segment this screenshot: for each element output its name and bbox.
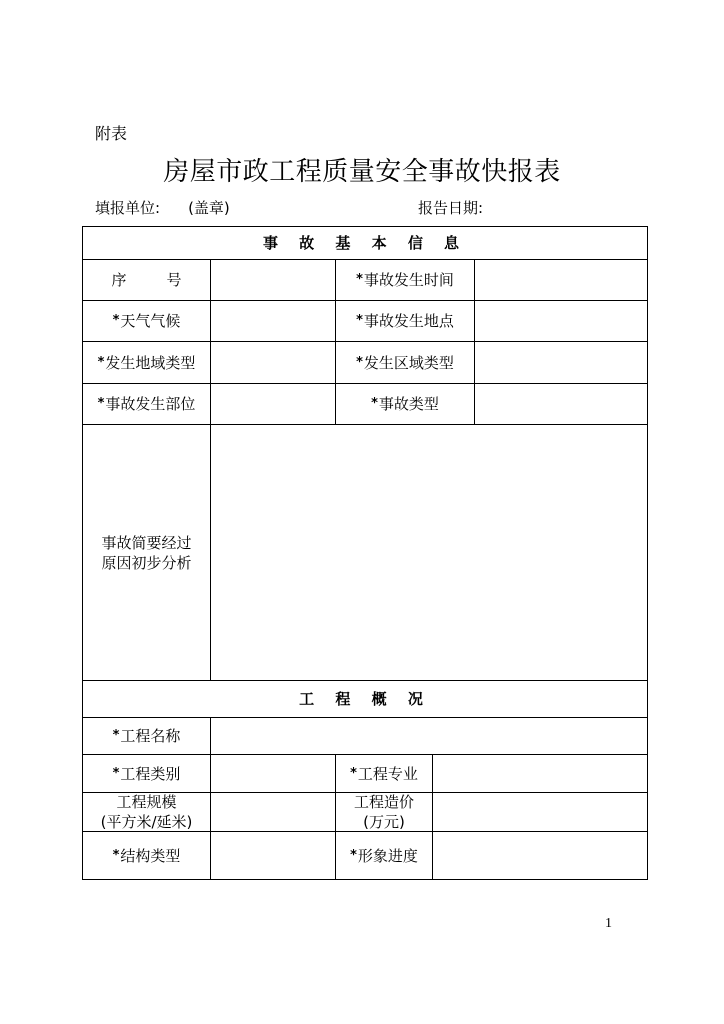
- required-marker-icon: *: [371, 396, 378, 411]
- project-specialty-label: [336, 755, 432, 792]
- project-overview-heading: 工 程 概 况: [299, 690, 431, 708]
- weather-field[interactable]: [211, 301, 335, 341]
- occur-part-label: [83, 384, 210, 424]
- required-marker-icon: *: [112, 728, 120, 743]
- accident-info-heading: 事 故 基 本 信 息: [262, 234, 468, 252]
- progress-text: 形象进度: [357, 846, 418, 865]
- project-cost-field[interactable]: [433, 793, 647, 831]
- summary-label-line2: 原因初步分析: [101, 553, 192, 572]
- project-scale-line1: 工程规模: [116, 793, 177, 811]
- structure-type-label: [83, 832, 210, 879]
- area-type-field[interactable]: [475, 342, 647, 383]
- required-marker-icon: *: [350, 847, 357, 863]
- progress-field[interactable]: [433, 832, 647, 879]
- appendix-label: 附表: [95, 124, 128, 143]
- weather-text: 天气气候: [120, 312, 181, 330]
- serial-label-part2: 号: [166, 271, 182, 289]
- accident-type-field[interactable]: [475, 384, 647, 424]
- occur-time-label: [336, 260, 474, 300]
- reporting-unit-label: 填报单位:: [95, 199, 161, 217]
- required-marker-icon: *: [97, 354, 105, 370]
- required-marker-icon: *: [112, 847, 120, 863]
- terrain-type-field[interactable]: [211, 342, 335, 383]
- accident-type-label: [336, 384, 474, 424]
- required-marker-icon: *: [356, 354, 363, 370]
- table-border-bottom: [82, 879, 648, 880]
- serial-number-label: [83, 260, 210, 300]
- seal-label: (盖章): [188, 199, 230, 217]
- weather-label: [83, 301, 210, 341]
- occur-time-field[interactable]: [475, 260, 647, 300]
- page-number: 1: [605, 916, 612, 931]
- form-title: 房屋市政工程质量安全事故快报表: [163, 157, 561, 187]
- occur-time-text: 事故发生时间: [363, 271, 454, 289]
- project-name-text: 工程名称: [120, 727, 181, 745]
- occur-part-field[interactable]: [211, 384, 335, 424]
- area-type-label: [336, 342, 474, 383]
- accident-type-text: 事故类型: [378, 395, 439, 413]
- project-name-field[interactable]: [211, 718, 647, 754]
- project-scale-label: [83, 793, 210, 831]
- area-type-text: 发生区域类型: [363, 353, 454, 372]
- reporting-unit-line: [95, 197, 230, 218]
- structure-type-text: 结构类型: [120, 846, 181, 865]
- required-marker-icon: *: [112, 765, 120, 781]
- report-date-label: 报告日期:: [418, 199, 484, 217]
- serial-label-part1: 序: [111, 271, 127, 289]
- serial-number-field[interactable]: [211, 260, 335, 300]
- required-marker-icon: *: [356, 313, 363, 328]
- occur-place-field[interactable]: [475, 301, 647, 341]
- project-specialty-field[interactable]: [433, 755, 647, 792]
- project-category-label: [83, 755, 210, 792]
- project-specialty-text: 工程专业: [357, 764, 418, 783]
- summary-field[interactable]: [211, 425, 647, 680]
- required-marker-icon: *: [356, 272, 363, 287]
- project-cost-line2: (万元): [363, 813, 405, 831]
- occur-place-label: [336, 301, 474, 341]
- project-category-field[interactable]: [211, 755, 335, 792]
- occur-part-text: 事故发生部位: [105, 395, 196, 413]
- project-scale-field[interactable]: [211, 793, 335, 831]
- project-name-label: [83, 718, 210, 754]
- project-cost-label: [336, 793, 432, 831]
- required-marker-icon: *: [112, 313, 120, 328]
- occur-place-text: 事故发生地点: [363, 312, 454, 330]
- project-category-text: 工程类别: [120, 764, 181, 783]
- terrain-type-label: [83, 342, 210, 383]
- required-marker-icon: *: [350, 765, 357, 781]
- summary-label-line1: 事故简要经过: [101, 533, 192, 552]
- structure-type-field[interactable]: [211, 832, 335, 879]
- table-border-right: [647, 226, 648, 880]
- project-cost-line1: 工程造价: [353, 793, 414, 811]
- terrain-type-text: 发生地域类型: [105, 353, 196, 372]
- summary-label: [83, 425, 210, 680]
- project-scale-line2: (平方米/延米): [100, 813, 193, 831]
- required-marker-icon: *: [97, 396, 105, 411]
- progress-label: [336, 832, 432, 879]
